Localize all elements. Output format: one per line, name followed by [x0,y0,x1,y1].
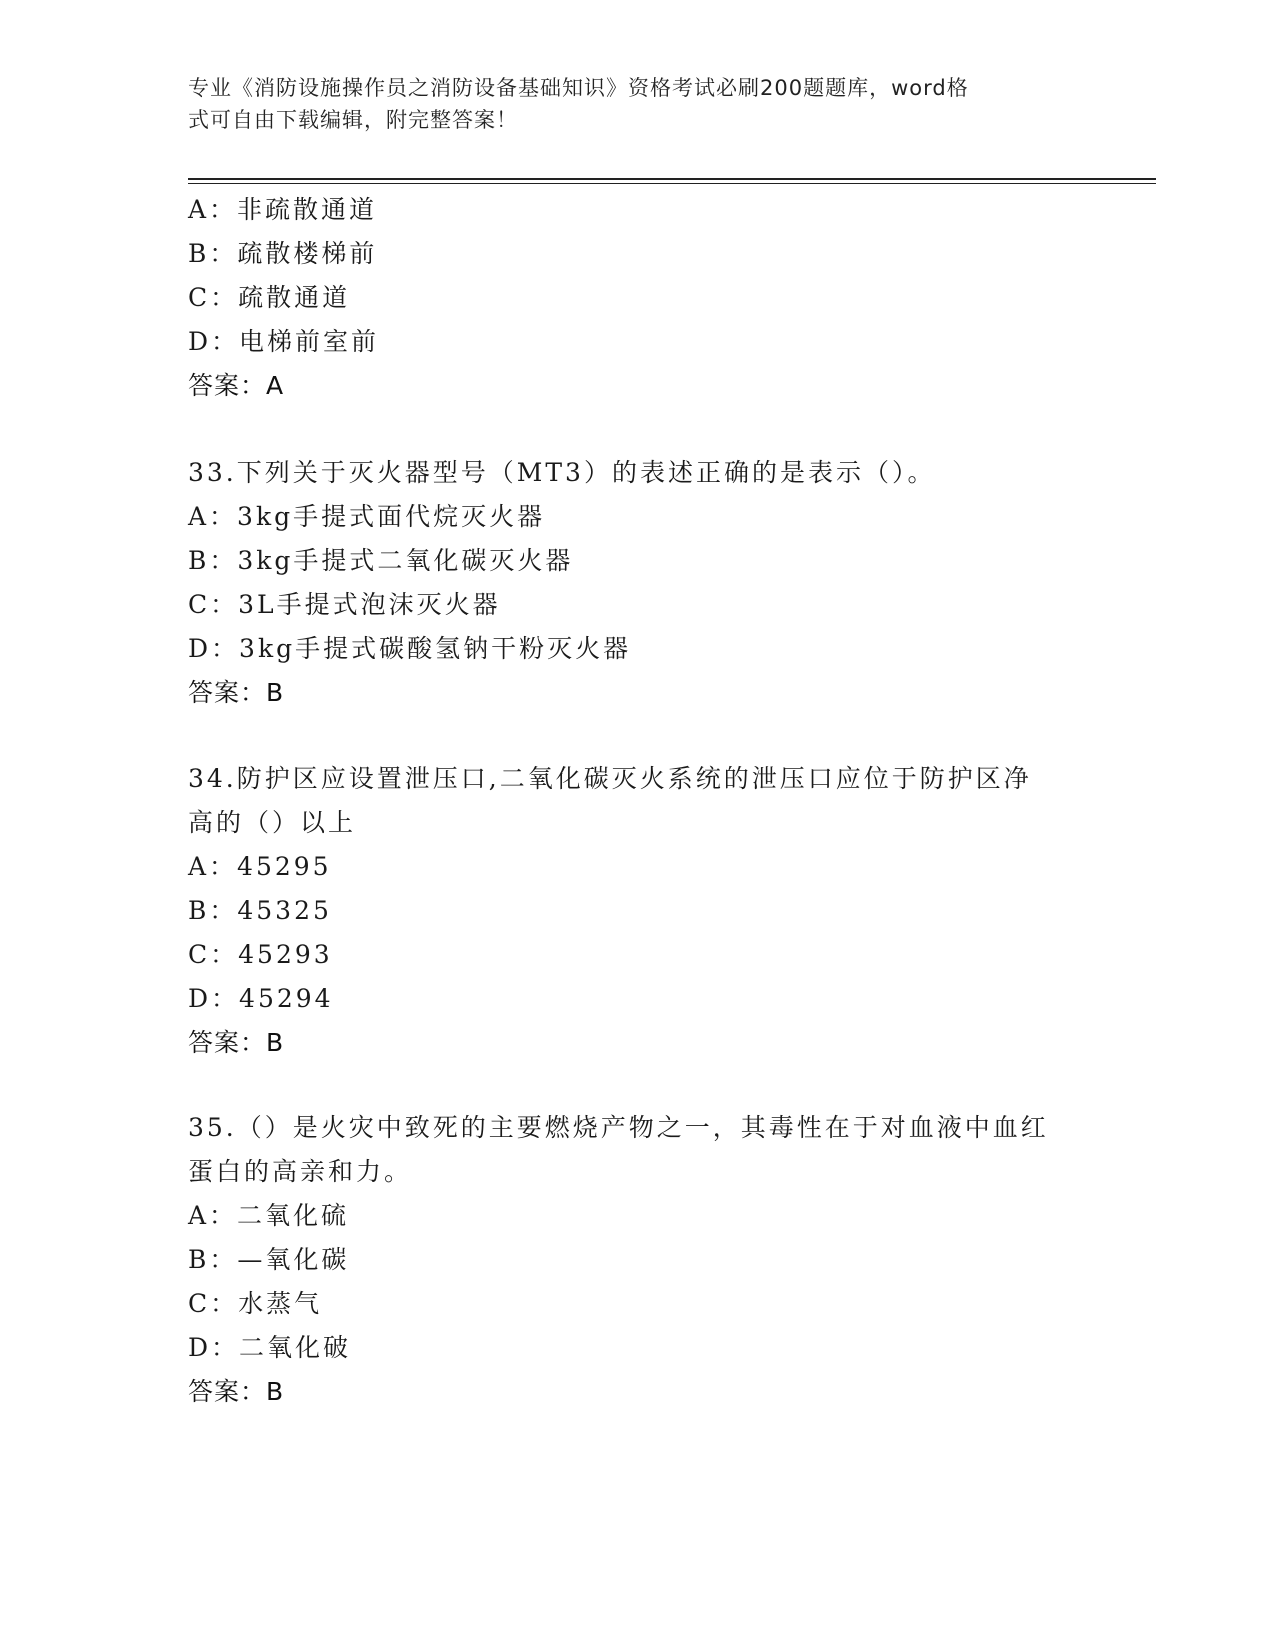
header-divider-thin [188,183,1156,184]
header-line-2: 式可自由下载编辑，附完整答案！ [188,108,518,132]
q33-option-a: A：3kg手提式面代烷灭火器 [188,502,546,531]
q34-option-a: A：45295 [188,852,332,881]
document-header [188,72,1088,136]
q35-question-line-1: 35.（）是火灾中致死的主要燃烧产物之一，其毒性在于对血液中血红 [188,1113,1049,1142]
q35-question-line-2: 蛋白的高亲和力。 [188,1157,413,1186]
q33-option-d: D：3kg手提式碳酸氢钠干粉灭火器 [188,634,632,663]
q32-option-b: B：疏散楼梯前 [188,239,378,268]
q34-answer: 答案：B [188,1028,285,1057]
q35-option-c: C：水蒸气 [188,1289,323,1318]
q33-option-c: C：3L手提式泡沫灭火器 [188,590,501,619]
q34-question-line-1: 34.防护区应设置泄压口,二氧化碳灭火系统的泄压口应位于防护区净 [188,764,1032,793]
header-divider-thick [188,178,1156,180]
q34-option-d: D：45294 [188,984,334,1013]
q34-question-line-2: 高的（）以上 [188,808,357,837]
q32-option-d: D：电梯前室前 [188,327,380,356]
q35-answer: 答案：B [188,1377,285,1406]
header-line-1: 专业《消防设施操作员之消防设备基础知识》资格考试必刷200题题库，word格 [188,76,969,100]
q35-option-a: A：二氧化硫 [188,1201,350,1230]
q33-answer: 答案：B [188,678,285,707]
q32-option-a: A：非疏散通道 [188,195,378,224]
q32-answer: 答案：A [188,371,285,400]
q35-option-d: D：二氧化破 [188,1333,352,1362]
q33-question: 33.下列关于灭火器型号（MT3）的表述正确的是表示（）。 [188,458,936,487]
q32-option-c: C：疏散通道 [188,283,351,312]
q34-option-b: B：45325 [188,896,332,925]
q35-option-b: B：—氧化碳 [188,1245,350,1274]
q34-option-c: C：45293 [188,940,333,969]
q33-option-b: B：3kg手提式二氧化碳灭火器 [188,546,574,575]
